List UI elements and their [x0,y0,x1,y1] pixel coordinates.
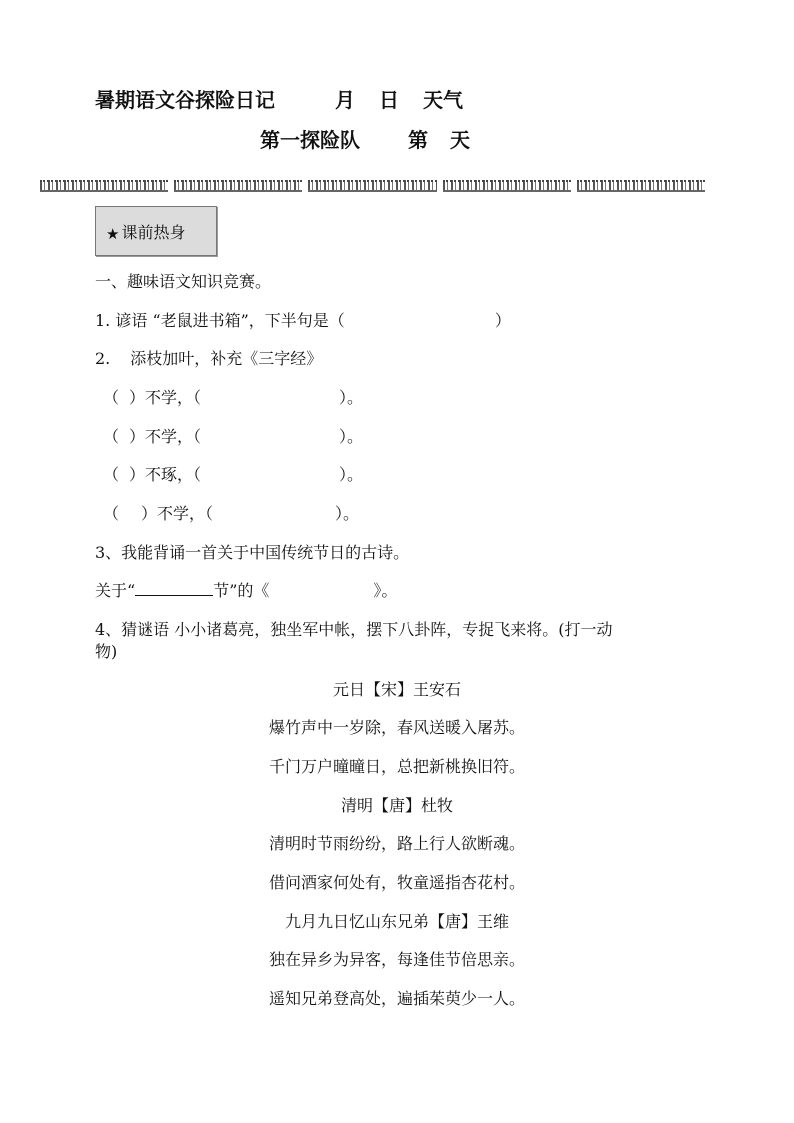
border-segment [174,180,302,192]
star-icon: ★ [106,225,120,243]
poem-title: 九月九日忆山东兄弟【唐】王维 [284,912,509,931]
q3-fill-line [95,578,397,601]
q2-fill-line [103,385,363,408]
paren-open: （ [103,504,120,523]
q2-fill-line [103,501,359,524]
section1-heading: 一、趣味语文知识竞赛。 [95,272,272,291]
day-label: 日 [379,88,399,112]
paren-open: （ [103,465,120,484]
poem-title: 元日【宋】王安石 [332,680,461,699]
month-label: 月 [335,88,355,112]
weather-label: 天气 [423,88,463,112]
q3-mid: 节”的《 [213,581,270,600]
border-segment [443,180,571,192]
poem-line: 爆竹声中一岁除，春风送暖入屠苏。 [268,718,525,737]
border-segment [308,180,436,192]
fill-middle: ）不学，（ [129,427,202,446]
team-line [260,124,470,153]
q3-prefix: 关于“ [95,581,136,600]
paren-open: （ [103,427,120,446]
question-2 [95,346,322,369]
fill-middle: ）不学，（ [129,388,202,407]
q2-number: 2. [95,349,111,368]
poem-line: 遥知兄弟登高处，遍插茱萸少一人。 [268,989,525,1008]
decorative-border [40,180,705,194]
day-prefix: 第 [408,128,428,152]
diary-title: 暑期语文谷探险日记 [95,88,275,112]
team-name: 第一探险队 [260,128,360,152]
q1-close: ） [494,311,511,330]
paren-close: ）。 [339,427,364,446]
paren-close: ）。 [335,504,360,523]
poem-line: 独在异乡为异客，每逢佳节倍思亲。 [268,950,525,969]
fill-middle: ）不学，（ [141,504,214,523]
poem-line: 借问酒家何处有，牧童遥指杏花村。 [268,873,525,892]
question-3: 3、我能背诵一首关于中国传统节日的古诗。 [95,543,410,562]
q2-text: 添枝加叶，补充《三字经》 [130,349,323,368]
border-segment [40,180,168,192]
poem-line: 清明时节雨纷纷，路上行人欲断魂。 [268,834,525,853]
paren-close: ）。 [339,465,364,484]
q2-fill-line [103,424,363,447]
question-4-line2: 物) [95,642,118,661]
q1-text: 1. 谚语 “老鼠进书箱”，下半句是（ [95,311,345,330]
diary-title-line [95,84,463,113]
day-suffix: 天 [450,128,470,152]
warmup-label: 课前热身 [121,222,186,242]
festival-blank[interactable] [135,581,213,596]
q3-end: 》。 [373,581,398,600]
poem-line: 千门万户曈曈日，总把新桃换旧符。 [268,757,525,776]
question-4-line1: 4、猜谜语 小小诸葛亮，独坐军中帐，摆下八卦阵，专捉飞来将。(打一动 [95,620,613,639]
fill-middle: ）不琢，（ [129,465,202,484]
warmup-box [95,206,217,256]
paren-close: ）。 [339,388,364,407]
q2-fill-line [103,462,363,485]
border-segment [577,180,705,192]
question-1 [95,308,511,331]
poem-title: 清明【唐】杜牧 [340,796,453,815]
paren-open: （ [103,388,120,407]
